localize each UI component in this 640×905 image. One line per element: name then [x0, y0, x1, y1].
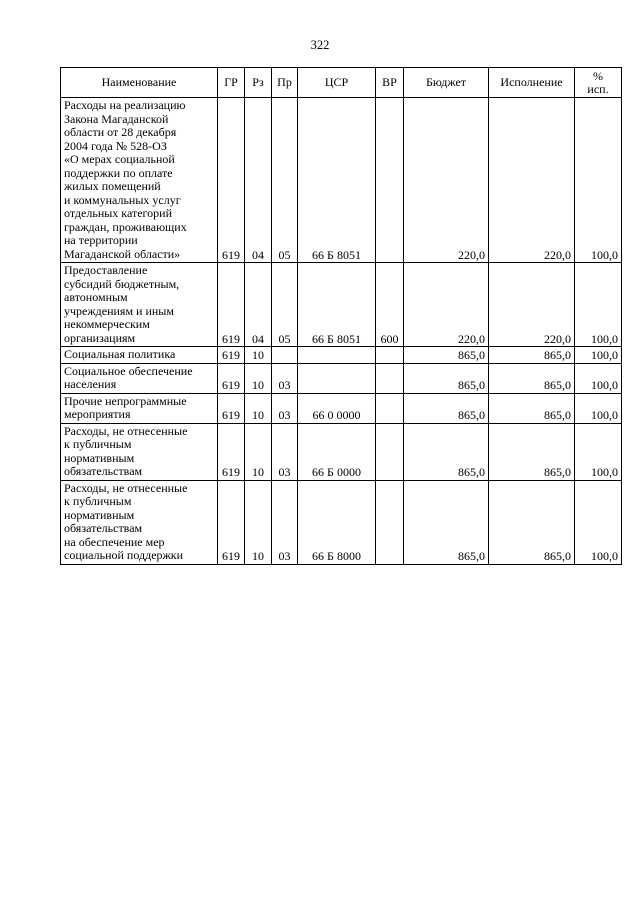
row-csr	[298, 347, 376, 364]
row-pr: 05	[272, 98, 298, 263]
row-rz: 10	[245, 363, 272, 393]
row-gr: 619	[218, 263, 245, 347]
row-csr: 66 0 0000	[298, 393, 376, 423]
row-percent: 100,0	[575, 98, 622, 263]
page-number: 322	[310, 38, 330, 52]
row-gr: 619	[218, 347, 245, 364]
row-execution: 865,0	[489, 347, 575, 364]
header-rz: Рз	[245, 68, 272, 98]
row-pr: 03	[272, 393, 298, 423]
row-csr: 66 Б 8051	[298, 263, 376, 347]
row-execution: 865,0	[489, 480, 575, 564]
header-budget: Бюджет	[404, 68, 489, 98]
row-pr: 05	[272, 263, 298, 347]
table-header-row	[61, 68, 622, 98]
table-row	[61, 263, 622, 347]
row-name: Социальное обеспечение населения	[61, 363, 218, 393]
row-budget: 865,0	[404, 393, 489, 423]
row-name: Расходы, не отнесенные к публичным нормативным обязательствам	[61, 423, 218, 480]
row-rz: 04	[245, 98, 272, 263]
header-percent: % исп.	[575, 68, 622, 98]
header-csr: ЦСР	[298, 68, 376, 98]
header-execution: Исполнение	[489, 68, 575, 98]
row-execution: 865,0	[489, 393, 575, 423]
row-vr	[376, 423, 404, 480]
row-gr: 619	[218, 423, 245, 480]
table-row	[61, 98, 622, 263]
header-pr: Пр	[272, 68, 298, 98]
row-csr	[298, 363, 376, 393]
row-percent: 100,0	[575, 423, 622, 480]
table-row	[61, 393, 622, 423]
row-csr: 66 Б 8000	[298, 480, 376, 564]
row-vr: 600	[376, 263, 404, 347]
row-name: Прочие непрограммные мероприятия	[61, 393, 218, 423]
row-rz: 04	[245, 263, 272, 347]
table-row	[61, 363, 622, 393]
row-gr: 619	[218, 480, 245, 564]
table-row	[61, 423, 622, 480]
row-execution: 220,0	[489, 263, 575, 347]
row-rz: 10	[245, 347, 272, 364]
header-name: Наименование	[61, 68, 218, 98]
row-gr: 619	[218, 363, 245, 393]
row-budget: 220,0	[404, 98, 489, 263]
row-name: Социальная политика	[61, 347, 218, 364]
row-pr	[272, 347, 298, 364]
row-vr	[376, 98, 404, 263]
row-percent: 100,0	[575, 480, 622, 564]
row-execution: 865,0	[489, 363, 575, 393]
row-gr: 619	[218, 98, 245, 263]
row-percent: 100,0	[575, 347, 622, 364]
row-pr: 03	[272, 363, 298, 393]
row-budget: 865,0	[404, 480, 489, 564]
row-budget: 865,0	[404, 423, 489, 480]
row-percent: 100,0	[575, 263, 622, 347]
row-budget: 865,0	[404, 347, 489, 364]
row-vr	[376, 480, 404, 564]
row-name: Предоставление субсидий бюджетным, автономным учреждениям и иным некоммерческим организациям	[61, 263, 218, 347]
row-pr: 03	[272, 480, 298, 564]
row-budget: 220,0	[404, 263, 489, 347]
header-gr: ГР	[218, 68, 245, 98]
table-row	[61, 347, 622, 364]
row-csr: 66 Б 8051	[298, 98, 376, 263]
row-execution: 865,0	[489, 423, 575, 480]
row-name: Расходы, не отнесенные к публичным нормативным обязательствам на обеспечение мер социальной поддержки	[61, 480, 218, 564]
header-vr: ВР	[376, 68, 404, 98]
budget-execution-table	[60, 67, 622, 565]
row-vr	[376, 393, 404, 423]
row-percent: 100,0	[575, 363, 622, 393]
row-rz: 10	[245, 480, 272, 564]
row-vr	[376, 363, 404, 393]
row-rz: 10	[245, 423, 272, 480]
row-gr: 619	[218, 393, 245, 423]
row-percent: 100,0	[575, 393, 622, 423]
row-vr	[376, 347, 404, 364]
row-name: Расходы на реализацию Закона Магаданской области от 28 декабря 2004 года № 528-ОЗ «О мерах социальной поддержки по оплате жилых помещений и коммунальных услуг отдельных категорий граждан, проживающих на территории Магаданской области»	[61, 98, 218, 263]
row-execution: 220,0	[489, 98, 575, 263]
row-rz: 10	[245, 393, 272, 423]
table-row	[61, 480, 622, 564]
row-csr: 66 Б 0000	[298, 423, 376, 480]
row-pr: 03	[272, 423, 298, 480]
row-budget: 865,0	[404, 363, 489, 393]
